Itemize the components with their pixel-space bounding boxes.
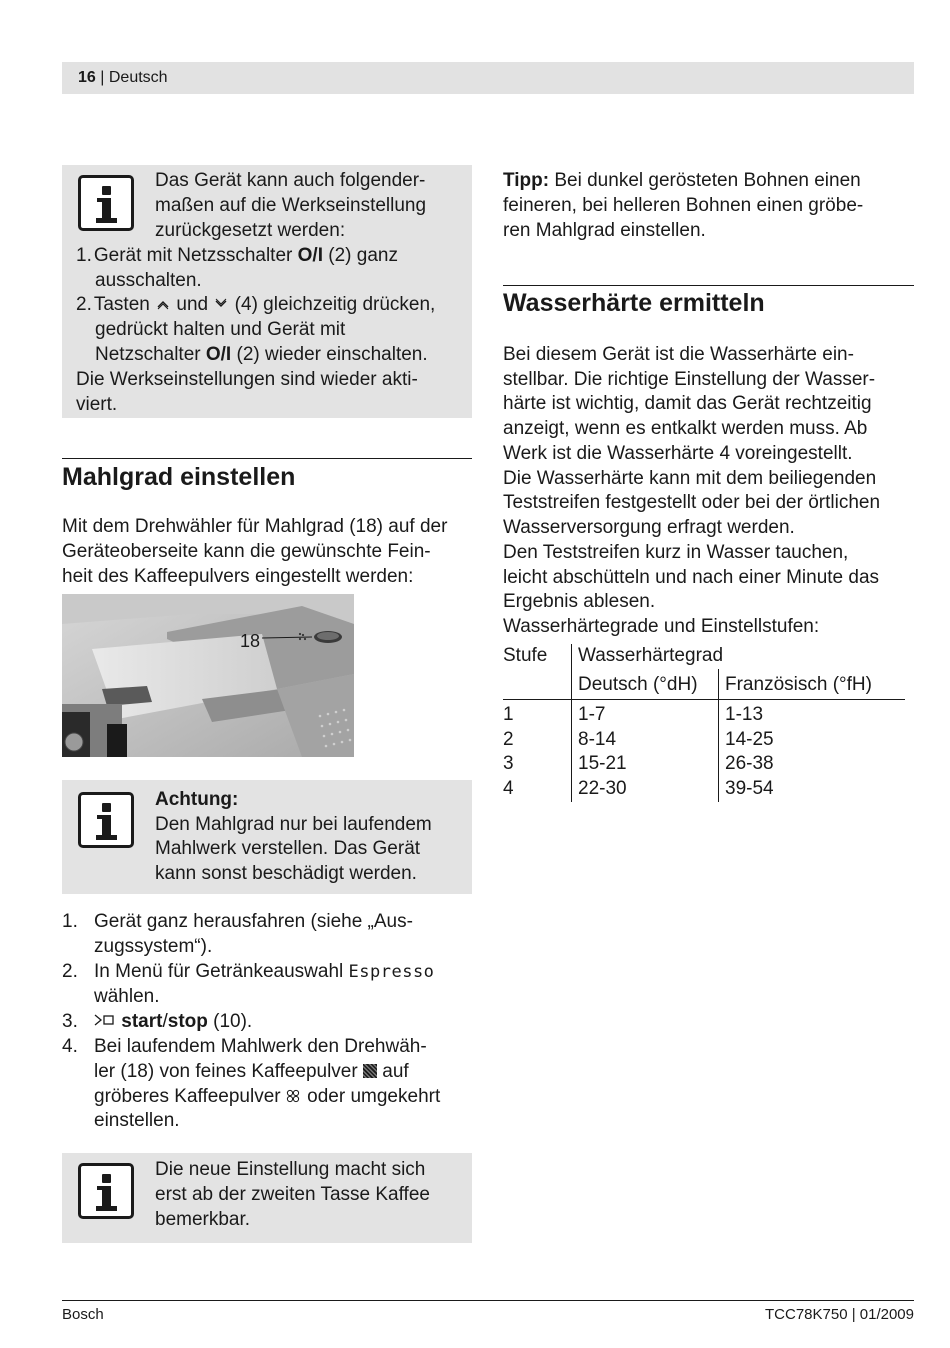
section-divider xyxy=(62,458,472,459)
note1-step2: 2. Tasten und (4) gleichzeitig drücken, xyxy=(76,293,435,318)
note2-line-1: Den Mahlgrad nur bei laufendem xyxy=(155,814,432,835)
step4-line-1: Bei laufendem Mahlwerk den Drehwäh- xyxy=(94,1036,427,1057)
note3-line-2: erst ab der zweiten Tasse Kaffee xyxy=(155,1184,430,1205)
chevron-down-icon xyxy=(213,293,229,318)
warning-note-grind xyxy=(62,780,472,894)
note1-line-3: zurückgesetzt werden: xyxy=(155,220,346,241)
info-icon xyxy=(78,1163,134,1219)
info-note-reset xyxy=(62,165,472,418)
grinder-dial-photo xyxy=(62,594,354,757)
info-note-setting xyxy=(62,1153,472,1243)
note2-title: Achtung: xyxy=(155,789,239,810)
note1-line-2: maßen auf die Werkseinstellung xyxy=(155,195,427,216)
body-line-2: stellbar. Die richtige Einstellung der Wasser- xyxy=(503,369,876,390)
step2-line-2: wählen. xyxy=(94,986,160,1007)
header-separator: | xyxy=(100,69,105,86)
step4-line-3: gröberes Kaffeepulver oder umgekehrt xyxy=(94,1085,440,1111)
table-row: 1 1-7 1-13 xyxy=(503,699,905,727)
intro-line-2: Geräteoberseite kann die gewünschte Fein- xyxy=(62,541,431,562)
info-icon xyxy=(78,175,134,231)
table-row: 2 8-14 14-25 xyxy=(503,728,905,753)
page-header xyxy=(62,62,914,94)
note2-line-3: kann sonst beschädigt werden. xyxy=(155,863,417,884)
step2-number: 2. xyxy=(62,961,78,982)
body-line-5: Werk ist die Wasserhärte 4 voreingestellt. xyxy=(503,443,853,464)
note1-step1: 1. Gerät mit Netzsschalter O/I (2) ganz xyxy=(76,245,398,266)
intro-line-3: heit des Kaffeepulvers eingestellt werden: xyxy=(62,566,414,587)
note3-line-3: bemerkbar. xyxy=(155,1209,251,1230)
step1-line-1: Gerät ganz herausfahren (siehe „Aus- xyxy=(94,911,413,932)
section-title-mahlgrad: Mahlgrad einstellen xyxy=(62,463,296,491)
tip-line-1: Tipp: Bei dunkel gerösteten Bohnen einen xyxy=(503,170,861,191)
header-language: Deutsch xyxy=(108,69,168,86)
display-text-espresso: Espresso xyxy=(348,962,435,982)
body-line-3: härte ist wichtig, damit das Gerät rechtzeitig xyxy=(503,393,872,414)
fine-grind-icon xyxy=(363,1064,377,1078)
col-header-deutsch: Deutsch (°dH) xyxy=(572,669,719,700)
note1-step2-cont2: Netzschalter O/I (2) wieder einschalten. xyxy=(95,344,428,365)
step3-number: 3. xyxy=(62,1011,78,1032)
col-header-stufe: Stufe xyxy=(503,645,548,666)
header-text xyxy=(78,66,168,90)
body-line-6: Die Wasserhärte kann mit dem beiliegenden xyxy=(503,468,877,489)
body-line-7: Teststreifen festgestellt oder bei der örtlichen xyxy=(503,492,881,513)
note1-end-2: viert. xyxy=(76,394,118,415)
body-line-8: Wasserversorgung erfragt werden. xyxy=(503,517,795,538)
table-row: 3 15-21 26-38 xyxy=(503,752,905,777)
note3-line-1: Die neue Einstellung macht sich xyxy=(155,1159,426,1180)
chevron-up-icon xyxy=(155,293,171,318)
body-line-4: anzeigt, wenn es entkalkt werden muss. Ab xyxy=(503,418,868,439)
page-number: 16 xyxy=(78,69,96,86)
note1-step2-cont: gedrückt halten und Gerät mit xyxy=(95,319,346,340)
photo-callout-label: 18 xyxy=(240,631,261,651)
note1-step1-cont: ausschalten. xyxy=(95,270,202,291)
body-line-12: Wasserhärtegrade und Einstellstufen: xyxy=(503,616,820,637)
body-line-10: leicht abschütteln und nach einer Minute das xyxy=(503,567,880,588)
coarse-grind-icon xyxy=(286,1086,302,1111)
step4-line-2: ler (18) von feines Kaffeepulver auf xyxy=(94,1061,409,1082)
water-hardness-table xyxy=(503,644,905,802)
body-line-1: Bei diesem Gerät ist die Wasserhärte ein- xyxy=(503,344,854,365)
tip-line-2: feineren, bei helleren Bohnen einen gröbe- xyxy=(503,195,864,216)
start-stop-icon xyxy=(94,1010,116,1035)
note1-line-1: Das Gerät kann auch folgender- xyxy=(155,170,426,191)
footer-model-date: TCC78K750 | 01/2009 xyxy=(765,1306,914,1323)
step1-number: 1. xyxy=(62,911,78,932)
footer-brand: Bosch xyxy=(62,1306,104,1323)
tip-line-3: ren Mahlgrad einstellen. xyxy=(503,220,706,241)
section-divider xyxy=(503,285,914,286)
step4-line-4: einstellen. xyxy=(94,1110,180,1131)
intro-line-1: Mit dem Drehwähler für Mahlgrad (18) auf der xyxy=(62,516,448,537)
step3-line: start/stop (10). xyxy=(94,1010,252,1035)
step1-line-2: zugssystem“). xyxy=(94,936,213,957)
body-line-9: Den Teststreifen kurz in Wasser tauchen, xyxy=(503,542,849,563)
table-row: 4 22-30 39-54 xyxy=(503,777,905,802)
footer-divider xyxy=(62,1300,914,1301)
info-icon xyxy=(78,792,134,848)
step2-line-1: In Menü für Getränkeauswahl Espresso xyxy=(94,961,435,982)
section-title-wasserhaerte: Wasserhärte ermitteln xyxy=(503,289,765,317)
note1-end-1: Die Werkseinstellungen sind wieder akti- xyxy=(76,369,418,390)
body-line-11: Ergebnis ablesen. xyxy=(503,591,656,612)
col-header-franzoesisch: Französisch (°fH) xyxy=(719,669,906,700)
note2-line-2: Mahlwerk verstellen. Das Gerät xyxy=(155,838,421,859)
col-header-group: Wasserhärtegrad xyxy=(572,644,906,669)
step4-number: 4. xyxy=(62,1036,78,1057)
